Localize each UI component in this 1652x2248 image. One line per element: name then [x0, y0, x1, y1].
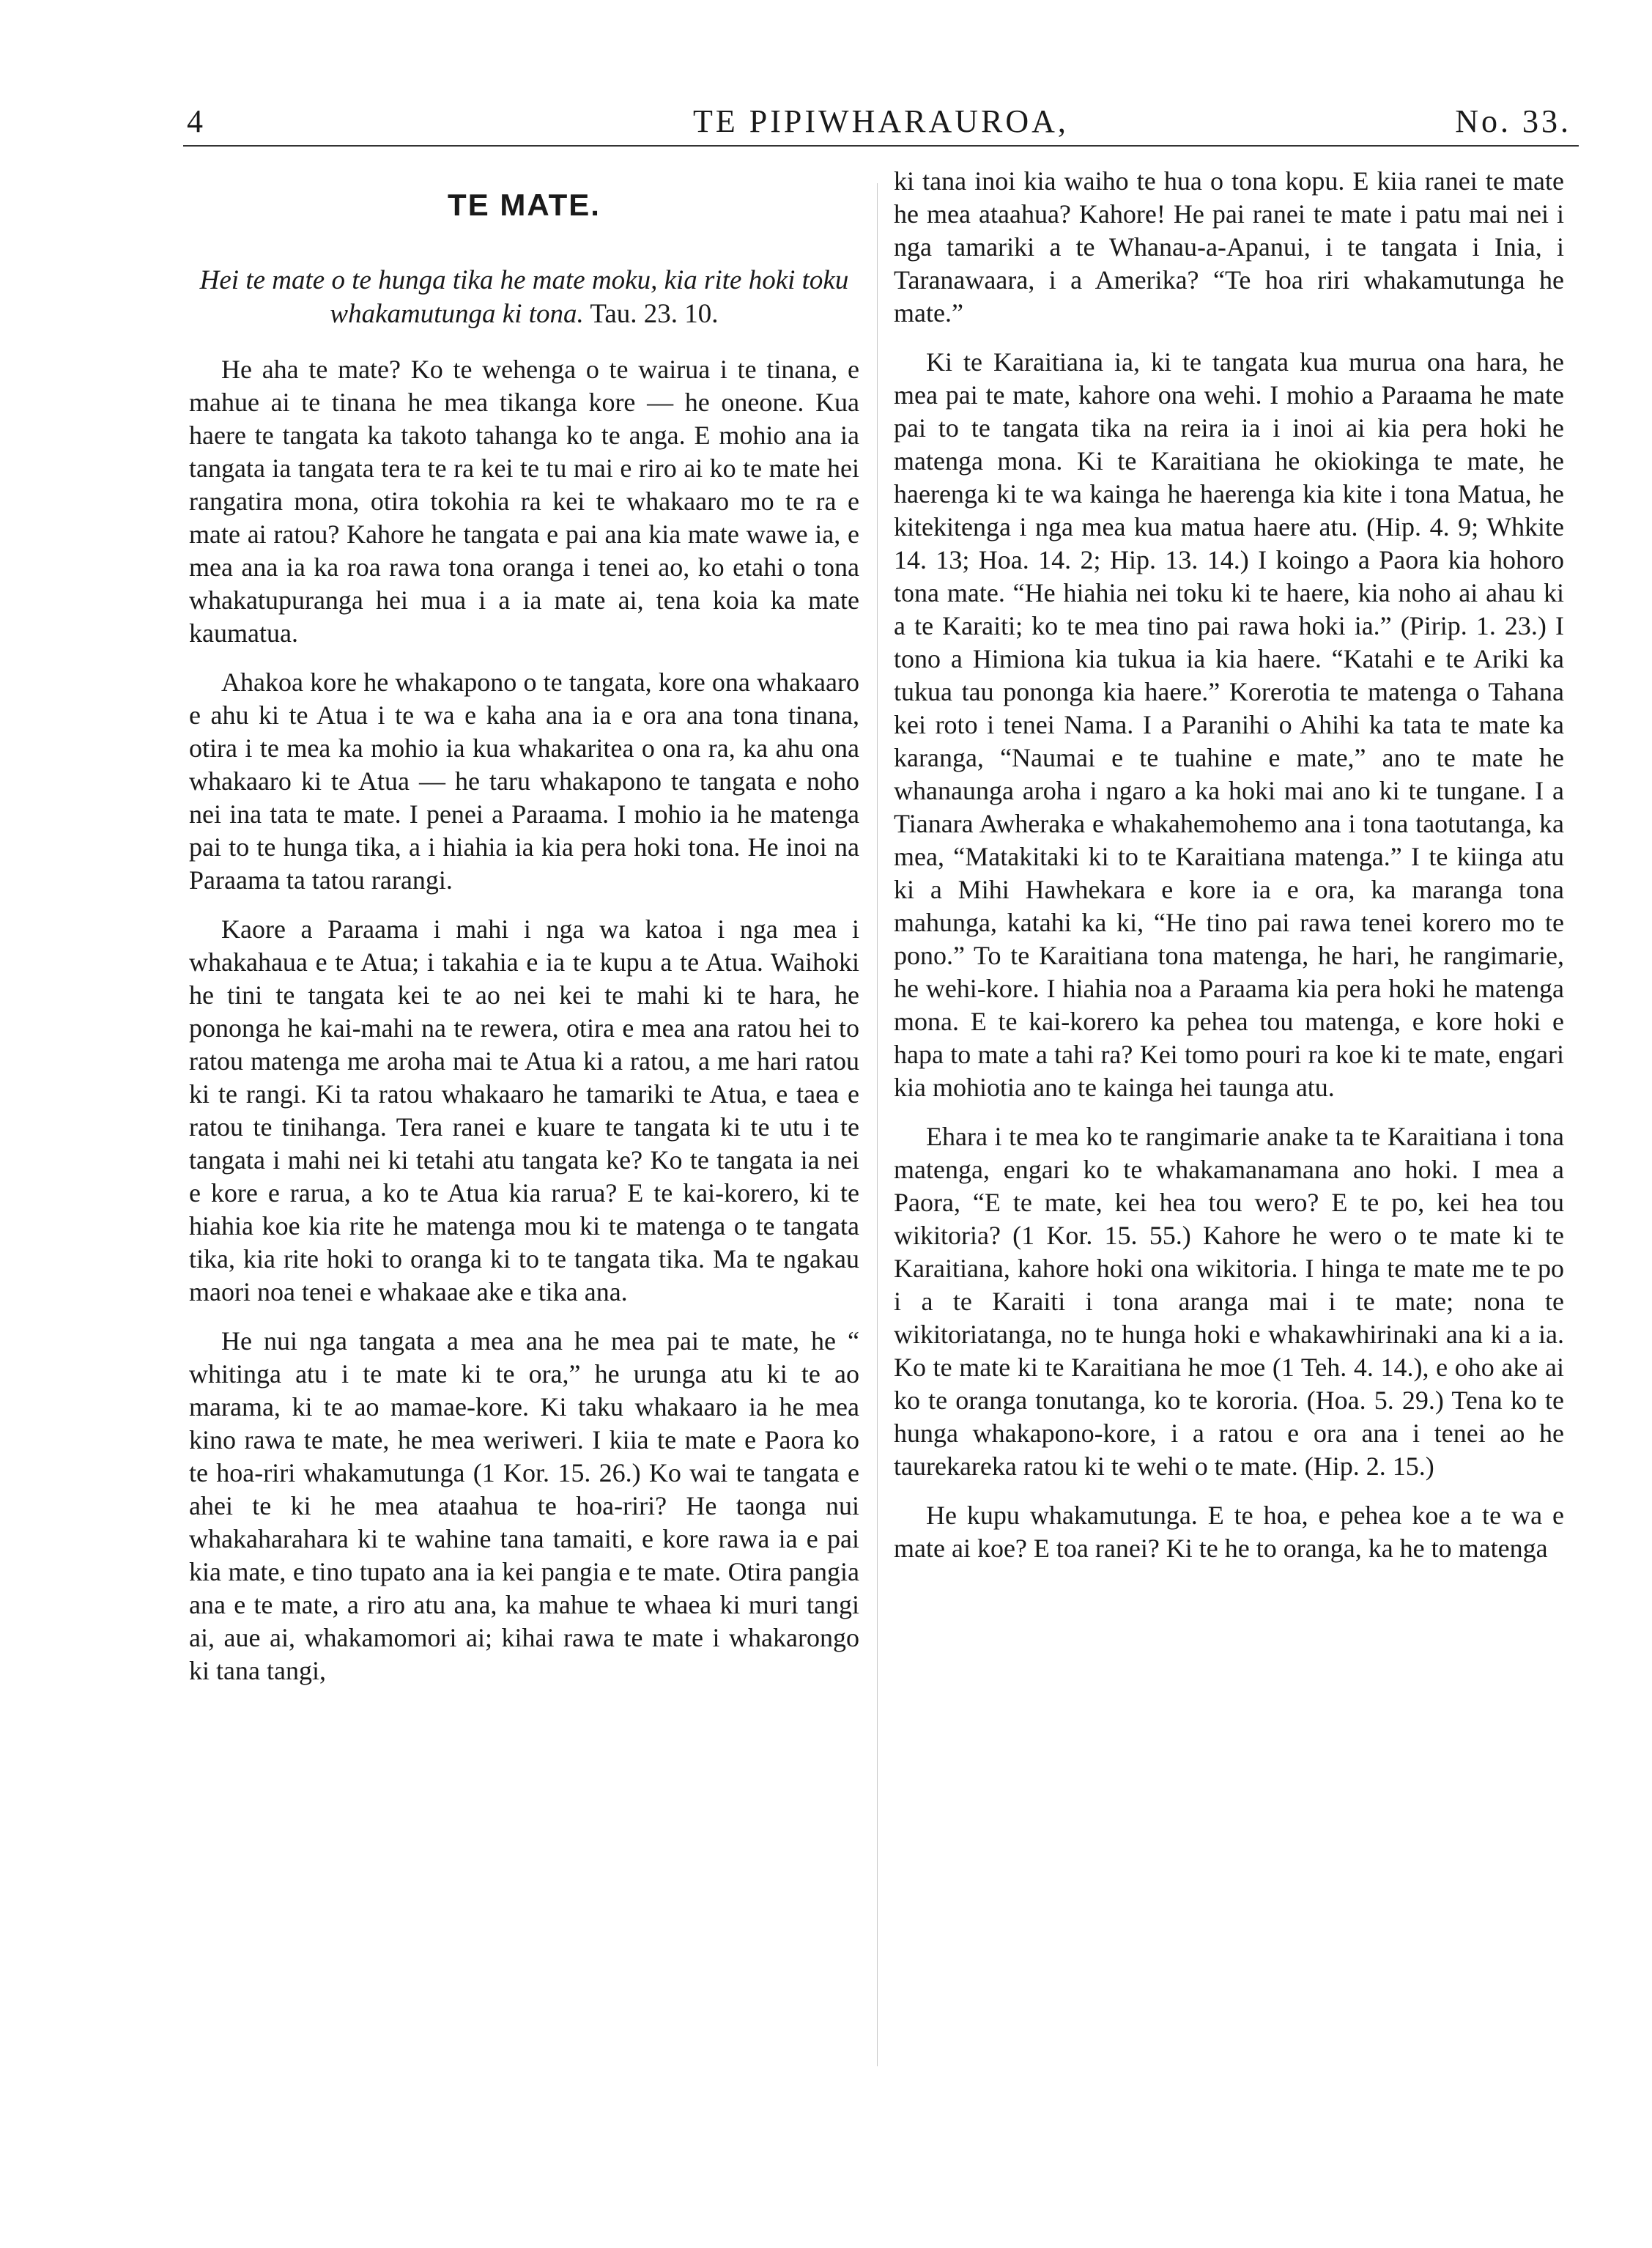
paragraph-continued: ki tana inoi kia waiho te hua o tona kopu. E kiia ranei te mate he mea ataahua? Kahore! He pai ranei te mate i patu mai nei i nga tamariki a te Whanau-a-Apanui, i te tangata i Inia, i Taranawaara, i a Amerika? “Te hoa riri whakamutunga he mate.”	[894, 166, 1564, 328]
epigraph	[189, 264, 859, 331]
column-divider	[877, 183, 878, 2066]
publication-title: TE PIPIWHARAUROA,	[693, 103, 1069, 139]
paragraph: Kaore a Paraama i mahi i nga wa katoa i nga mea i whakahaua e te Atua; i takahia e ia te kupu a te Atua. Waihoki he tini te tangata kei te ao nei kei te mahi ki te hara, he pononga he kai-mahi na te rewera, otira e mea ana ratou hei to ratou matenga me aroha mai te Atua ki a ratou, a me hari ratou ki te rangi. Ki ta ratou whakaaro he tamariki te Atua, e taea e ratou te tinihanga. Tera ranei e kuare te tangata ki te utu i te tangata i mahi nei ki tetahi atu tangata ke? Ko te tangata ia nei e kore e rarua, a ko te Atua kia rarua? E te kai-korero, ki te hiahia koe kia rite he matenga mou ki te matenga o te tangata tika, kia rite hoki to oranga ki to te tangata tika. Ma te ngakau maori noa tenei e whakaae ake e tika ana.	[189, 914, 859, 1306]
right-column	[894, 165, 1564, 1581]
page-number: 4	[187, 103, 206, 139]
epigraph-reference: Tau. 23. 10.	[590, 299, 719, 329]
page-header	[183, 101, 1579, 147]
paragraph: Ki te Karaitiana ia, ki te tangata kua murua ona hara, he mea pai te mate, kahore ona wehi. I mohio a Paraama he mate pai to te tangata tika na reira ia i inoi ai kia pera hoki he matenga mona. Ki te Karaitiana he okiokinga te mate, he haerenga ki te wa kainga he haerenga kia kite i tona Matua, he kitekitenga i nga mea kua matua haere atu. (Hip. 4. 9; Whkite 14. 13; Hoa. 14. 2; Hip. 13. 14.) I koingo a Paora kia hohoro tona mate. “He hiahia nei toku ki te haere, kia noho ai ahau ki a te Karaiti; ko te mea tino pai rawa hoki ia.” (Pirip. 1. 23.) I tono a Himiona kia tukua ia kia haere. “Katahi e te Ariki ka tukua tau pononga kia haere.” Korerotia te matenga o Tahana kei roto i tenei Nama. I a Paranihi o Ahihi ka tata te mate ka karanga, “Naumai e te tuahine e mate,” ano te mate he whanaunga aroha i ngaro a ka hoki mai ano ki te tungane. I a Tianara Awheraka e whakahemohemo ana i tona taotutanga, ka mea, “Matakitaki ki to te Karaitiana matenga.” I te kiinga atu ki a Mihi Hawhekara e kore ia e ora, ka maranga tona mahunga, katahi ka ki, “He tino pai rawa tenei korero mo te pono.” To te Karaitiana tona matenga, he hari, he rangimarie, he wehi-kore. I hiahia noa a Paraama kia pera hoki he matenga mona. E te kai-korero ka pehea tou matenga, e kore hoki e hapa to mate a tahi ra? Kei tomo pouri ra koe ki te mate, engari kia mohiotia ano te kainga hei taunga atu.	[894, 347, 1564, 1102]
left-column	[189, 180, 859, 1704]
paragraph: Ahakoa kore he whakapono o te tangata, kore ona whakaaro e ahu ki te Atua i te wa e kaha ana ia e ora ana tona tinana, otira i te mea ka mohio ia kua whakaritea o ona ra, ka ahu ona whakaaro ki te Atua — he taru whakapono te tangata e noho nei ina tata te mate. I penei a Paraama. I mohio ia he matenga pai to te hunga tika, a i hiahia ia kia pera hoki tona. He inoi na Paraama ta tatou rarangi.	[189, 668, 859, 895]
paragraph: Ehara i te mea ko te rangimarie anake ta te Karaitiana i tona matenga, engari ko te whakamanamana ano hoki. I mea a Paora, “E te mate, kei hea tou wero? E te po, kei hea tou wikitoria? (1 Kor. 15. 55.) Kahore he wero o te mate ki te Karaitiana, kahore hoki ona wikitoria. I hinga te mate me te po i a te Karaiti i tona aranga mai i te mate; nona te wikitoriatanga, no te hunga hoki e whakawhirinaki ana ki a ia. Ko te mate ki te Karaitiana he moe (1 Teh. 4. 14.), e oho ake ai ko te oranga tonutanga, ko te kororia. (Hoa. 5. 29.) Tena ko te hunga whakapono-kore, i a ratou e ora ana i tenei ao he taurekareka ratou ki te wehi o te mate. (Hip. 2. 15.)	[894, 1122, 1564, 1481]
issue-number: No. 33.	[1455, 103, 1571, 139]
paragraph: He aha te mate? Ko te wehenga o te wairua i te tinana, e mahue ai te tinana he mea tikanga kore — he oneone. Kua haere te tangata ka takoto tahanga ko te anga. E mohio ana ia tangata ia tangata tera te ra kei te tu mai e riro ai ko te mate hei rangatira mona, otira tokohia ra kei te whakaaro mo te ra e mate ai ratou? Kahore he tangata e pai ana kia mate wawe ia, e mea ana ia ka roa rawa tona oranga i tenei ao, ko etahi o tona whakatupuranga hei mua i a ia mate ai, tena koia ka mate kaumatua.	[189, 355, 859, 648]
article-title: TE MATE.	[448, 188, 601, 222]
epigraph-text: Hei te mate o te hunga tika he mate moku, kia rite hoki toku whakamutunga ki tona.	[199, 265, 849, 329]
paragraph: He kupu whakamutunga. E te hoa, e pehea koe a te wa e mate ai koe? E toa ranei? Ki te he to oranga, ka he to matenga	[894, 1501, 1564, 1563]
paragraph: He nui nga tangata a mea ana he mea pai te mate, he “ whitinga atu i te mate ki te ora,” he urunga atu ki te ao marama, ki te ao mamae-kore. Ki taku whakaaro ia he mea kino rawa te mate, he mea weriweri. I kiia te mate e Paora ko te hoa-riri whakamutunga (1 Kor. 15. 26.) Ko wai te tangata e ahei te ki he mea ataahua te hoa-riri? He taonga nui whakaharahara ki te wahine tana tamaiti, e kore rawa ia e pai kia mate, e tino tupato ana ia kei pangia e te mate. Otira pangia ana e te mate, a riro atu ana, ka mahue te whaea ki muri tangi ai, aue ai, whakamomori ai; kihai rawa te mate i whakarongo ki tana tangi,	[189, 1326, 859, 1685]
